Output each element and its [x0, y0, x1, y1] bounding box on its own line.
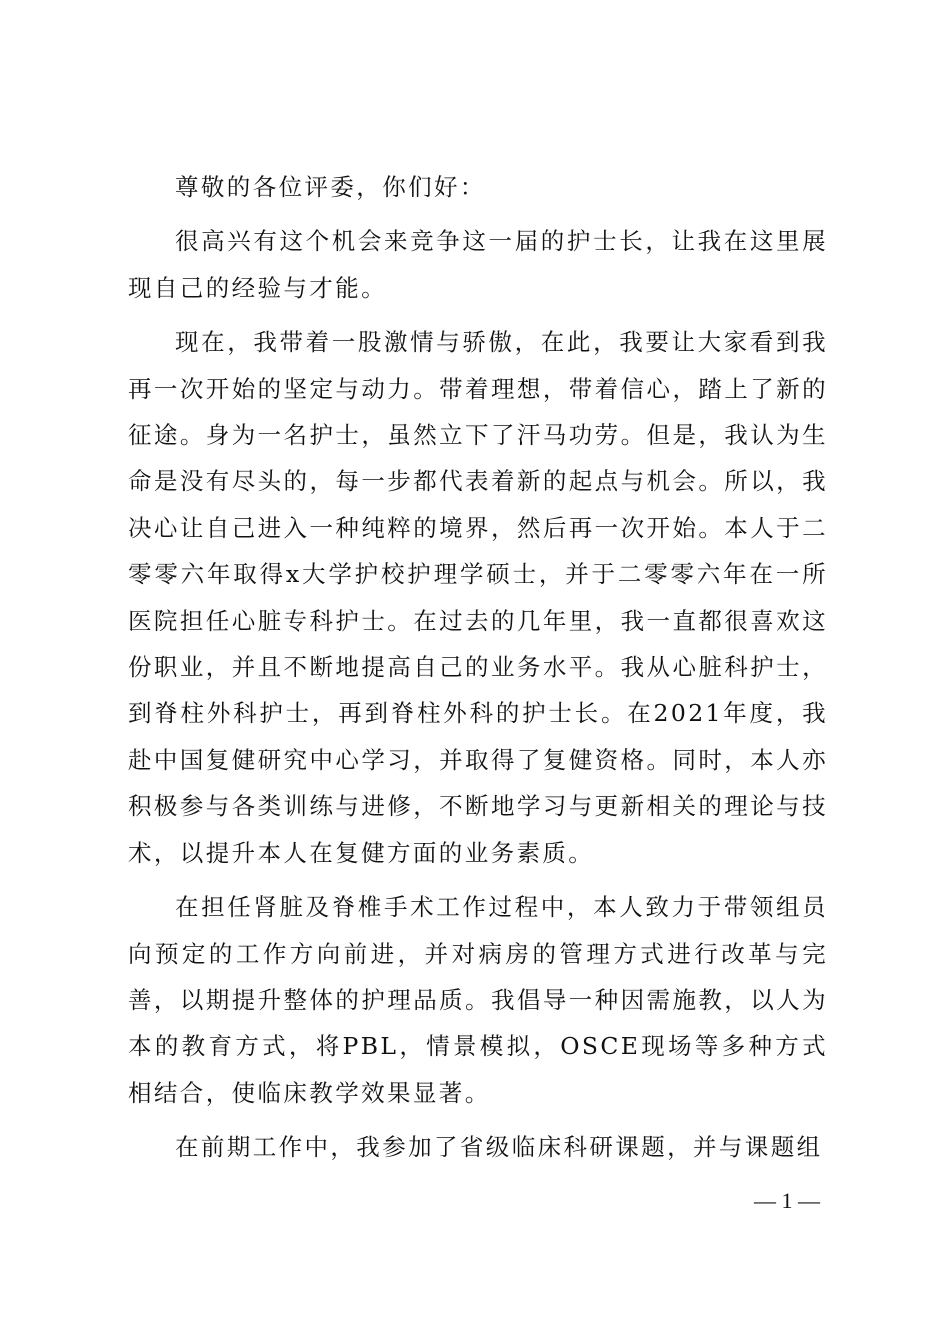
management-paragraph: 在担任肾脏及脊椎手术工作过程中，本人致力于带领组员向预定的工作方向前进，并对病房的管理方式进行改革与完善，以期提升整体的护理品质。我倡导一种因需施教，以人为本的教育方式，将PBL，情景模拟，OSCE现场等多种方式相结合，使临床教学效果显著。: [128, 893, 828, 1107]
greeting-paragraph: 尊敬的各位评委，你们好：: [175, 173, 486, 201]
intro-paragraph: 很高兴有这个机会来竞争这一届的护士长，让我在这里展现自己的经验与才能。: [128, 227, 828, 302]
page-number: — 1 —: [754, 1188, 820, 1213]
experience-paragraph: 现在，我带着一股激情与骄傲，在此，我要让大家看到我再一次开始的坚定与动力。带着理想，带着信心，踏上了新的征途。身为一名护士，虽然立下了汗马功劳。但是，我认为生命是没有尽头的，每一步都代表着新的起点与机会。所以，我决心让自己进入一种纯粹的境界，然后再一次开始。本人于二零零六年取得x大学护校护理学硕士，并于二零零六年在一所医院担任心脏专科护士。在过去的几年里，我一直都很喜欢这份职业，并且不断地提高自己的业务水平。我从心脏科护士，到脊柱外科护士，再到脊柱外科的护士长。在2021年度，我赴中国复健研究中心学习，并取得了复健资格。同时，本人亦积极参与各类训练与进修，不断地学习与更新相关的理论与技术，以提升本人在复健方面的业务素质。: [128, 328, 828, 867]
document-body: [128, 164, 828, 1179]
research-paragraph: 在前期工作中，我参加了省级临床科研课题，并与课题组: [175, 1133, 823, 1162]
